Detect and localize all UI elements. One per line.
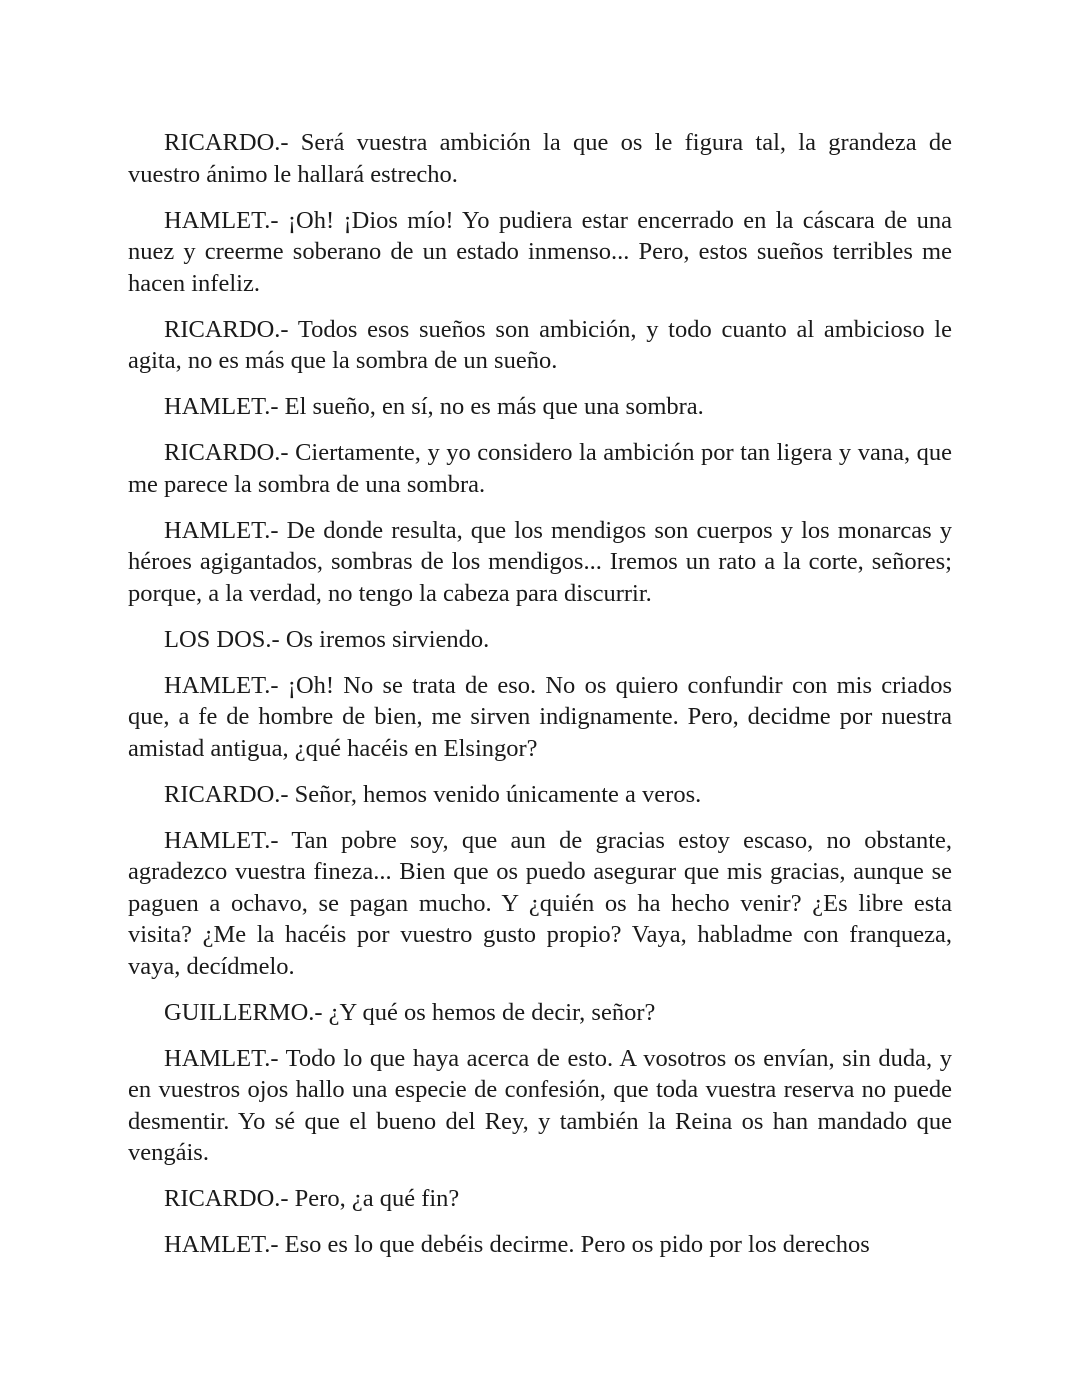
dialogue-paragraph: HAMLET.- De donde resulta, que los mendigos son cuerpos y los monarcas y héroes agigantados, sombras de los mendigos... Iremos un rato a la corte, señores; porque, a la verdad, no tengo la cabeza para discurrir. — [128, 516, 952, 607]
dialogue-paragraph: GUILLERMO.- ¿Y qué os hemos de decir, señor? — [164, 998, 656, 1026]
dialogue-paragraph: HAMLET.- Eso es lo que debéis decirme. Pero os pido por los derechos — [164, 1231, 870, 1258]
dialogue-paragraph: HAMLET.- ¡Oh! ¡Dios mío! Yo pudiera estar encerrado en la cáscara de una nuez y creerme soberano de un estado inmenso... Pero, estos sueños terribles me hacen infeliz. — [128, 206, 952, 297]
dialogue-paragraph: RICARDO.- Ciertamente, y yo considero la ambición por tan ligera y vana, que me parece la sombra de una sombra. — [128, 439, 952, 498]
dialogue-paragraph: HAMLET.- ¡Oh! No se trata de eso. No os quiero confundir con mis criados que, a fe de hombre de bien, me sirven indignamente. Pero, decidme por nuestra amistad antigua, ¿qué hacéis en Elsingor? — [128, 671, 952, 762]
dialogue-paragraph: HAMLET.- Tan pobre soy, que aun de gracias estoy escaso, no obstante, agradezco vuestra fineza... Bien que os puedo asegurar que mis gracias, aunque se paguen a ochavo, se pagan mucho. Y ¿quién os ha hecho venir? ¿Es libre esta visita? ¿Me la hacéis por vuestro gusto propio? Vaya, habladme con franqueza, vaya, decídmelo. — [128, 826, 952, 980]
dialogue-paragraph: HAMLET.- Todo lo que haya acerca de esto. A vosotros os envían, sin duda, y en vuestros ojos hallo una especie de confesión, que toda vuestra reserva no puede desmentir. Yo sé que el bueno del Rey, y también la Reina os han mandado que vengáis. — [128, 1044, 952, 1166]
dialogue-paragraph: HAMLET.- El sueño, en sí, no es más que una sombra. — [164, 393, 704, 420]
dialogue-paragraph: LOS DOS.- Os iremos sirviendo. — [164, 625, 490, 653]
document-page — [128, 127, 952, 1275]
dialogue-paragraph: RICARDO.- Señor, hemos venido únicamente a veros. — [164, 780, 702, 808]
dialogue-paragraph: RICARDO.- Pero, ¿a qué fin? — [164, 1185, 460, 1212]
dialogue-paragraph: RICARDO.- Será vuestra ambición la que os le figura tal, la grandeza de vuestro ánimo le hallará estrecho. — [128, 129, 952, 188]
dialogue-paragraph: RICARDO.- Todos esos sueños son ambición, y todo cuanto al ambicioso le agita, no es más que la sombra de un sueño. — [128, 315, 952, 374]
